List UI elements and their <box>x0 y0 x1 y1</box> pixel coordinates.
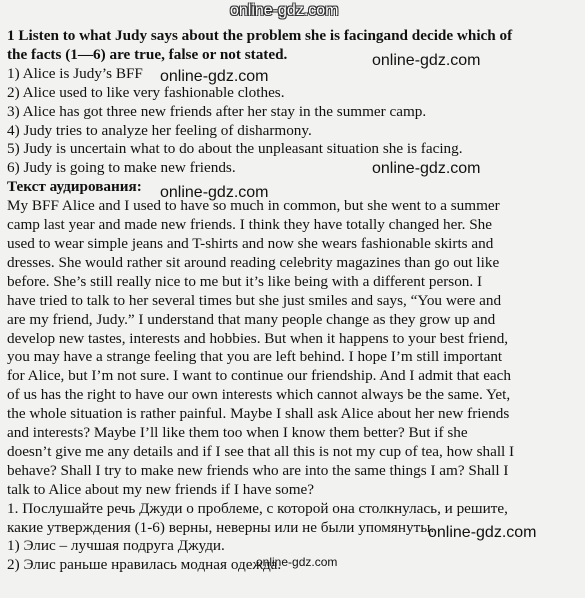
transcript-line: develop new tastes, interests and hobbies. But when it happens to your best friend, <box>7 329 509 347</box>
transcript-title: Текст аудирования: <box>7 178 142 196</box>
transcript-line: dresses. She would rather sit around reading celebrity magazines than go out like <box>7 253 500 271</box>
statement-item: 6) Judy is going to make new friends. <box>7 159 236 177</box>
transcript-line: behave? Shall I try to make new friends who are into the same things I am? Shall I <box>7 461 509 479</box>
transcript-line: used to wear simple jeans and T-shirts and now she wears fashionable skirts and <box>7 234 494 252</box>
watermark-text: online-gdz.com <box>372 160 481 177</box>
ru-statement-item: 2) Элис раньше нравилась модная одежда. <box>7 556 282 574</box>
watermark-text: online-gdz.com <box>256 555 338 569</box>
ru-statement-item: 1) Элис – лучшая подруга Джуди. <box>7 537 225 555</box>
ru-task-line: какие утверждения (1-6) верны, неверны или не были упомянуты. <box>7 518 435 536</box>
watermark-text: online-gdz.com <box>160 68 269 85</box>
transcript-line: of us has the right to have our own interests which cannot always be the same. Yet, <box>7 386 511 404</box>
transcript-line: are my friend, Judy.” I understand that many people change as they grow up and <box>7 310 496 328</box>
transcript-line: before. She’s still really nice to me but it’s like being with a different person. I <box>7 272 483 290</box>
statement-item: 3) Alice has got three new friends after her stay in the summer camp. <box>7 102 427 120</box>
watermark-text: online-gdz.com <box>230 2 339 19</box>
statement-item: 1) Alice is Judy’s BFF <box>7 64 143 82</box>
task-header-line: the facts (1—6) are true, false or not stated. <box>7 45 288 63</box>
watermark-text: online-gdz.com <box>428 524 537 541</box>
watermark-text: online-gdz.com <box>372 52 481 69</box>
transcript-line: you may have a strange feeling that you are left behind. I hope I’m still important <box>7 348 503 366</box>
transcript-line: doesn’t give me any details and if I see that all this is not my cup of tea, how shall I <box>7 442 515 460</box>
transcript-line: and interests? Maybe I’ll like them too when I know them better? But if she <box>7 424 468 442</box>
transcript-line: have tried to talk to her several times but she just smiles and says, “You were and <box>7 291 502 309</box>
transcript-line: talk to Alice about my new friends if I have some? <box>7 480 315 498</box>
task-header-line: 1 Listen to what Judy says about the problem she is facingand decide which of <box>7 27 513 44</box>
statement-item: 4) Judy tries to analyze her feeling of disharmony. <box>7 121 312 139</box>
statement-item: 5) Judy is uncertain what to do about the unpleasant situation she is facing. <box>7 140 463 158</box>
transcript-line: the whole situation is rather painful. Maybe I shall ask Alice about her new friends <box>7 405 510 423</box>
document-body <box>7 27 579 575</box>
transcript-line: My BFF Alice and I used to have so much in common, but she went to a summer <box>7 197 500 215</box>
watermark-text: online-gdz.com <box>160 184 269 201</box>
transcript-line: for Alice, but I’m not sure. I want to continue our friendship. And I admit that each <box>7 367 512 385</box>
ru-task-line: 1. Послушайте речь Джуди о проблеме, с которой она столкнулась, и решите, <box>7 499 508 517</box>
transcript-line: camp last year and made new friends. I think they have totally changed her. She <box>7 216 492 234</box>
statement-item: 2) Alice used to like very fashionable clothes. <box>7 83 285 101</box>
